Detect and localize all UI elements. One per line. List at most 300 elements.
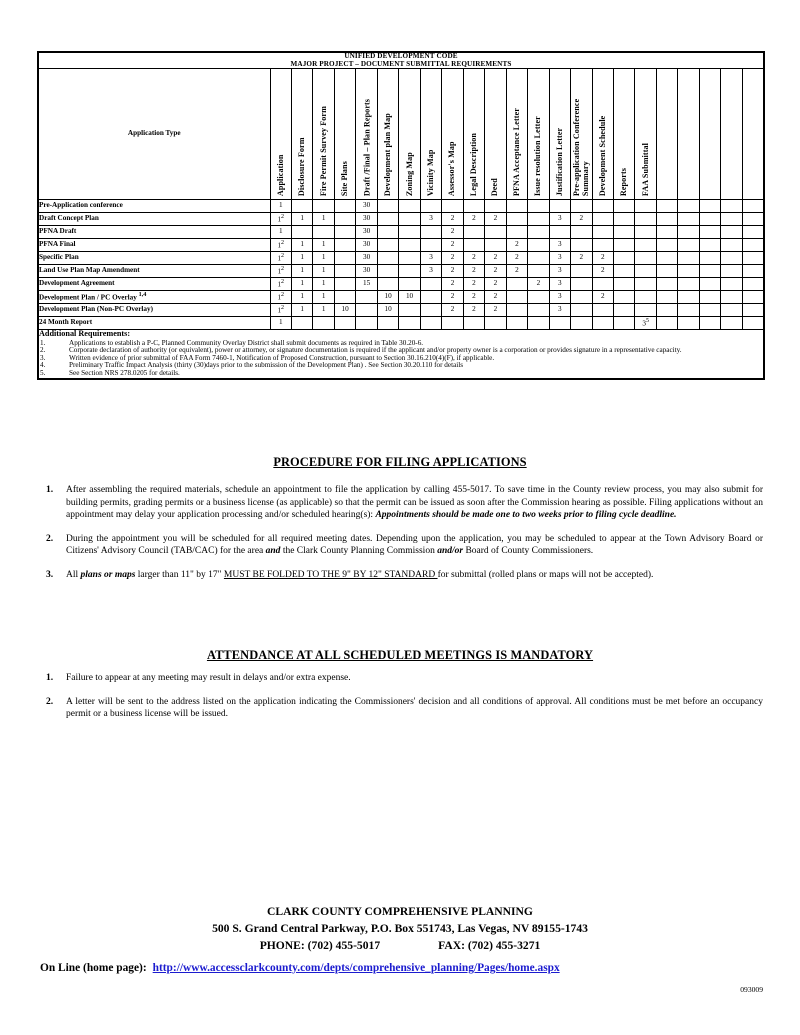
- table-cell: [313, 265, 334, 278]
- table-cell: [571, 304, 592, 317]
- table-cell: [571, 226, 592, 239]
- table-cell: [270, 252, 291, 265]
- table-cell: [334, 278, 355, 291]
- row-label-text: Development Plan (Non-PC Overlay): [39, 305, 153, 314]
- table-cell: [656, 304, 677, 317]
- table-cell: [699, 265, 720, 278]
- table-cell: [614, 265, 635, 278]
- cell-value: 15: [363, 279, 371, 288]
- table-cell: [334, 291, 355, 304]
- item-text-fragment: schedule an appointment: [225, 485, 322, 495]
- table-cell: [742, 265, 764, 278]
- table-row: [38, 304, 764, 317]
- table-cell: [377, 213, 398, 226]
- table-cell: [614, 317, 635, 330]
- table-cell: [377, 265, 398, 278]
- procedure-item: [37, 484, 763, 522]
- table-cell: [463, 213, 484, 226]
- table-cell: [291, 226, 312, 239]
- table-cell: [592, 239, 613, 252]
- item-text-fragment: A letter will be sent to the address listed on the application indicating the Commissioners' decision and all conditions of approval. All conditions must be met before an occupancy permit or a business license will be issued.: [66, 696, 763, 720]
- table-cell: [506, 226, 527, 239]
- table-cell: [399, 317, 420, 330]
- table-cell: [270, 213, 291, 226]
- column-header-blank-19: [678, 69, 699, 200]
- column-header-blank-18: [656, 69, 677, 200]
- item-number: 1.: [46, 672, 54, 683]
- cell-value-superscript: 2: [281, 266, 285, 273]
- table-cell: [334, 304, 355, 317]
- column-header-label: Development Schedule: [597, 115, 607, 197]
- table-cell: [635, 213, 656, 226]
- table-cell: [399, 213, 420, 226]
- row-label-text: Pre-Application conference: [39, 201, 123, 210]
- table-cell: [528, 226, 549, 239]
- table-cell: [549, 252, 570, 265]
- requirement-number: 3.: [40, 353, 46, 362]
- footer-phone: PHONE: (702) 455-5017: [259, 939, 381, 953]
- table-cell: [678, 291, 699, 304]
- table-cell: [463, 317, 484, 330]
- table-cell: [334, 252, 355, 265]
- table-cell: [356, 265, 377, 278]
- attendance-item: [37, 696, 763, 721]
- table-row: [38, 200, 764, 213]
- table-cell: [270, 200, 291, 213]
- column-header-fire-permit-survey-form: [313, 69, 334, 200]
- table-cell: [699, 226, 720, 239]
- table-cell: [614, 200, 635, 213]
- table-cell: [721, 252, 742, 265]
- cell-value: 1: [321, 292, 326, 301]
- table-cell: [463, 278, 484, 291]
- table-cell: [528, 213, 549, 226]
- table-cell: [313, 317, 334, 330]
- cell-value: 1: [321, 305, 326, 314]
- cell-value: 2: [472, 279, 476, 288]
- row-label: [38, 213, 270, 226]
- cell-value: 3: [558, 253, 562, 262]
- footer-fax: FAX: (702) 455-3271: [438, 939, 541, 953]
- column-header-label: Site Plans: [340, 161, 350, 197]
- table-cell: [528, 317, 549, 330]
- row-label: [38, 252, 270, 265]
- table-cell: [506, 265, 527, 278]
- cell-value: 10: [384, 305, 392, 314]
- cell-value: 10: [405, 292, 414, 301]
- table-cell: [656, 213, 677, 226]
- table-cell: [356, 239, 377, 252]
- table-cell: [356, 304, 377, 317]
- column-header-vicinity-map: [420, 69, 441, 200]
- document-revision-code: 093009: [740, 985, 763, 994]
- table-cell: [742, 200, 764, 213]
- cell-value: 2: [493, 292, 498, 301]
- cell-value: 3: [558, 240, 562, 249]
- table-row: [38, 265, 764, 278]
- table-cell: [549, 213, 570, 226]
- table-cell: [463, 226, 484, 239]
- cell-value: 10: [341, 305, 349, 314]
- cell-value: 2: [450, 253, 455, 262]
- table-cell: [549, 226, 570, 239]
- table-cell: [291, 265, 312, 278]
- table-cell: [528, 304, 549, 317]
- procedure-list: [37, 484, 763, 592]
- item-text-fragment: Board of County Commissioners.: [463, 546, 594, 557]
- column-header-label: Draft /Final – Plan Reports: [362, 99, 372, 197]
- table-cell: [678, 278, 699, 291]
- table-cell: [420, 278, 441, 291]
- column-header-development-plan-map: [377, 69, 398, 200]
- table-cell: [334, 317, 355, 330]
- table-cell: [485, 252, 506, 265]
- row-label: [38, 200, 270, 213]
- column-header-pfna-acceptance-letter: [506, 69, 527, 200]
- table-cell: [549, 200, 570, 213]
- requirement-text: Written evidence of prior submittal of FAA Form 7460-1, Notification of Proposed Construction, pursuant to Section 30.16.210(4)(F), if applicable.: [69, 353, 495, 362]
- table-title-row: [38, 52, 764, 69]
- additional-requirements-list: [39, 340, 763, 378]
- table-cell: [313, 252, 334, 265]
- item-text-fragment: During the appointment you will be scheduled for all required meeting dates. Depending upon the application, you may be scheduled to appear at the Town Advisory Board or Citizens' Advisory Council (TAB/CAC) for the area: [66, 533, 763, 557]
- table-cell: [334, 226, 355, 239]
- online-homepage-row: [40, 962, 740, 974]
- column-header-label: Pre-application Conference Summary: [572, 98, 591, 197]
- table-cell: [549, 291, 570, 304]
- cell-value: 1: [300, 253, 304, 262]
- table-cell: [399, 226, 420, 239]
- table-title-line1: UNIFIED DEVELOPMENT CODE: [344, 52, 458, 60]
- table-cell: [635, 317, 656, 330]
- table-cell: [742, 317, 764, 330]
- table-cell: [442, 213, 463, 226]
- table-cell: [699, 291, 720, 304]
- cell-value: 1: [321, 253, 326, 262]
- table-cell: [678, 265, 699, 278]
- requirement-number: 4.: [40, 361, 46, 370]
- row-label-text: Land Use Plan Map Amendment: [39, 266, 140, 275]
- table-cell: [742, 291, 764, 304]
- column-header-blank-22: [742, 69, 764, 200]
- item-text-fragment: MUST BE FOLDED TO THE 9" BY 12" STANDARD: [223, 569, 438, 580]
- table-cell: [485, 239, 506, 252]
- table-cell: [463, 252, 484, 265]
- table-cell: [699, 317, 720, 330]
- item-text-fragment: Failure to appear at any meeting may result in delays and/or extra expense.: [66, 673, 351, 683]
- column-header-label: Development plan Map: [383, 113, 393, 197]
- row-label-text: PFNA Final: [39, 240, 76, 249]
- column-header-disclosure-form: [291, 69, 312, 200]
- cell-value: 1: [277, 241, 282, 250]
- table-cell: [377, 317, 398, 330]
- column-header-legal-description: [463, 69, 484, 200]
- table-cell: [399, 304, 420, 317]
- item-text-fragment: the Clark County Planning Commission: [280, 546, 438, 557]
- cell-value: 3: [558, 292, 562, 301]
- row-label: [38, 239, 270, 252]
- table-cell: [721, 278, 742, 291]
- table-row: [38, 317, 764, 330]
- table-cell: [549, 239, 570, 252]
- item-text-fragment: larger than 11" by 17": [135, 569, 224, 580]
- cell-value: 1: [277, 215, 282, 224]
- table-cell: [721, 226, 742, 239]
- table-cell: [420, 252, 441, 265]
- table-cell: [721, 291, 742, 304]
- table-cell: [614, 252, 635, 265]
- table-cell: [356, 291, 377, 304]
- table-cell: [420, 304, 441, 317]
- cell-value: 3: [558, 266, 562, 275]
- table-cell: [485, 317, 506, 330]
- table-cell: [399, 200, 420, 213]
- table-cell: [506, 304, 527, 317]
- cell-value: 2: [450, 292, 455, 301]
- table-cell: [549, 265, 570, 278]
- table-row: [38, 252, 764, 265]
- additional-requirements-heading: Additional Requirements:: [39, 329, 131, 339]
- table-cell: [614, 278, 635, 291]
- item-text-fragment: to file the application by calling 455-5017. To save time in the County review process, you may also submit for building permits, grading permits or a business license (as applicable) so that the permit can be issued as soon after the Commission hearing as possible.: [66, 485, 763, 508]
- cell-value: 3: [429, 253, 433, 262]
- cell-value-superscript: 5: [646, 318, 649, 325]
- cell-value: 2: [536, 279, 541, 288]
- table-cell: [399, 252, 420, 265]
- cell-value: 2: [450, 279, 455, 288]
- table-cell: [614, 239, 635, 252]
- footer-contact-block: [37, 903, 763, 954]
- row-label-superscript: 1,4: [138, 291, 147, 299]
- table-cell: [270, 304, 291, 317]
- cell-value: 1: [277, 306, 282, 315]
- table-cell: [742, 226, 764, 239]
- cell-value: 2: [450, 266, 455, 275]
- table-cell: [485, 291, 506, 304]
- table-cell: [506, 200, 527, 213]
- table-title-cell: [38, 52, 764, 69]
- table-cell: [635, 304, 656, 317]
- cell-value: 2: [472, 214, 476, 223]
- table-cell: [420, 239, 441, 252]
- item-text-fragment: After assembling the required materials,: [66, 485, 226, 495]
- cell-value: 2: [493, 253, 498, 262]
- item-text-fragment: for submittal (rolled plans or maps will not be accepted).: [437, 569, 654, 580]
- column-header-development-schedule: [592, 69, 613, 200]
- cell-value: 1: [277, 267, 282, 276]
- cell-value: 1: [300, 279, 304, 288]
- table-cell: [270, 291, 291, 304]
- table-cell: [442, 317, 463, 330]
- table-cell: [614, 291, 635, 304]
- table-cell: [270, 226, 291, 239]
- item-text-fragment: All: [66, 569, 81, 580]
- cell-value: 2: [515, 253, 519, 262]
- table-cell: [377, 278, 398, 291]
- column-header-reports: [614, 69, 635, 200]
- table-cell: [377, 291, 398, 304]
- cell-value: 1: [277, 280, 282, 289]
- table-cell: [721, 213, 742, 226]
- table-cell: [291, 278, 312, 291]
- cell-value: 3: [429, 214, 433, 223]
- column-header-label: Application: [275, 154, 285, 197]
- cell-value: 2: [579, 253, 584, 262]
- column-header-label: Reports: [619, 168, 629, 197]
- table-cell: [270, 317, 291, 330]
- attendance-list: [37, 672, 763, 732]
- table-cell: [571, 317, 592, 330]
- cell-value: 2: [472, 305, 476, 314]
- table-row: [38, 291, 764, 304]
- online-label: On Line (home page):: [40, 962, 147, 974]
- table-cell: [485, 304, 506, 317]
- table-cell: [678, 239, 699, 252]
- table-row: [38, 239, 764, 252]
- table-cell: [442, 265, 463, 278]
- table-cell: [334, 265, 355, 278]
- cell-value: 2: [493, 279, 498, 288]
- table-cell: [592, 226, 613, 239]
- table-cell: [656, 239, 677, 252]
- table-cell: [635, 291, 656, 304]
- table-cell: [442, 291, 463, 304]
- procedure-section-heading: PROCEDURE FOR FILING APPLICATIONS: [273, 455, 527, 469]
- table-cell: [742, 304, 764, 317]
- table-title-line2: MAJOR PROJECT – DOCUMENT SUBMITTAL REQUIREMENTS: [290, 59, 512, 68]
- cell-value: 1: [300, 266, 304, 275]
- column-header-zoning-map: [399, 69, 420, 200]
- table-cell: [485, 213, 506, 226]
- column-header-label: Vicinity Map: [425, 149, 435, 197]
- cell-value: 2: [600, 266, 605, 275]
- table-cell: [656, 291, 677, 304]
- table-cell: [313, 291, 334, 304]
- row-label: [38, 226, 270, 239]
- cell-value: 2: [600, 292, 605, 301]
- table-cell: [678, 200, 699, 213]
- table-cell: [291, 291, 312, 304]
- table-cell: [420, 317, 441, 330]
- column-header-label: Disclosure Form: [297, 137, 307, 197]
- cell-value: 2: [450, 305, 455, 314]
- table-cell: [291, 213, 312, 226]
- cell-value: 30: [363, 253, 371, 262]
- cell-value: 1: [300, 214, 304, 223]
- table-cell: [614, 226, 635, 239]
- table-cell: [699, 304, 720, 317]
- application-type-header: Application Type: [38, 69, 270, 200]
- table-cell: [571, 265, 592, 278]
- table-cell: [420, 226, 441, 239]
- cell-value: 2: [472, 266, 476, 275]
- item-text-fragment: Appointments should be made one to two weeks prior to filing cycle deadline.: [375, 510, 677, 521]
- table-cell: [356, 200, 377, 213]
- table-cell: [656, 278, 677, 291]
- cell-value: 10: [384, 292, 392, 301]
- cell-value: 1: [278, 318, 283, 327]
- table-cell: [635, 265, 656, 278]
- cell-value: 1: [277, 254, 282, 263]
- table-cell: [528, 252, 549, 265]
- table-cell: [463, 304, 484, 317]
- row-label-text: Development Plan / PC Overlay: [39, 293, 137, 302]
- table-cell: [313, 226, 334, 239]
- table-cell: [571, 239, 592, 252]
- table-cell: [442, 278, 463, 291]
- table-cell: [313, 239, 334, 252]
- column-header-label: Legal Description: [468, 133, 478, 197]
- requirement-number: 2.: [40, 346, 46, 355]
- table-cell: [313, 200, 334, 213]
- item-text-fragment: and/or: [437, 546, 464, 557]
- table-column-header-row: [38, 69, 764, 200]
- cell-value: 2: [472, 253, 476, 262]
- requirement-number: 5.: [40, 368, 46, 377]
- additional-requirements-cell: [38, 330, 764, 379]
- table-cell: [721, 317, 742, 330]
- table-cell: [463, 239, 484, 252]
- table-cell: [334, 239, 355, 252]
- table-cell: [291, 200, 312, 213]
- table-cell: [291, 252, 312, 265]
- table-cell: [420, 200, 441, 213]
- item-number: 2.: [46, 532, 54, 544]
- table-cell: [485, 200, 506, 213]
- cell-value: 1: [278, 201, 283, 210]
- cell-value: 2: [450, 240, 455, 249]
- row-label: [38, 265, 270, 278]
- table-cell: [592, 252, 613, 265]
- table-cell: [742, 252, 764, 265]
- table-cell: [592, 317, 613, 330]
- column-header-label: Deed: [490, 178, 500, 197]
- cell-value: 2: [450, 214, 455, 223]
- attendance-item: [37, 672, 763, 685]
- table-cell: [399, 278, 420, 291]
- table-cell: [485, 226, 506, 239]
- cell-value-superscript: 2: [281, 214, 285, 221]
- row-label-text: Specific Plan: [39, 253, 79, 262]
- submittal-requirements-table-wrapper: [37, 51, 763, 380]
- attendance-section-heading: ATTENDANCE AT ALL SCHEDULED MEETINGS IS MANDATORY: [206, 648, 594, 662]
- table-row: [38, 278, 764, 291]
- table-cell: [528, 239, 549, 252]
- table-cell: [485, 265, 506, 278]
- table-cell: [656, 317, 677, 330]
- cell-value-superscript: 2: [281, 279, 285, 286]
- column-header-justification-letter: [549, 69, 570, 200]
- column-header-faa-submittal: [635, 69, 656, 200]
- table-cell: [313, 304, 334, 317]
- cell-value: 1: [300, 240, 304, 249]
- additional-requirement-item: [39, 370, 763, 378]
- table-cell: [399, 291, 420, 304]
- cell-value: 1: [300, 292, 304, 301]
- table-cell: [420, 265, 441, 278]
- table-cell: [442, 304, 463, 317]
- cell-value: 2: [600, 253, 605, 262]
- table-cell: [356, 226, 377, 239]
- homepage-link[interactable]: http://www.accessclarkcounty.com/depts/comprehensive_planning/Pages/home.aspx: [152, 962, 560, 974]
- table-cell: [549, 278, 570, 291]
- cell-value: 3: [642, 319, 646, 328]
- row-label: [38, 291, 270, 304]
- table-cell: [678, 252, 699, 265]
- requirement-number: 1.: [40, 338, 46, 347]
- table-cell: [699, 213, 720, 226]
- cell-value: 1: [321, 240, 326, 249]
